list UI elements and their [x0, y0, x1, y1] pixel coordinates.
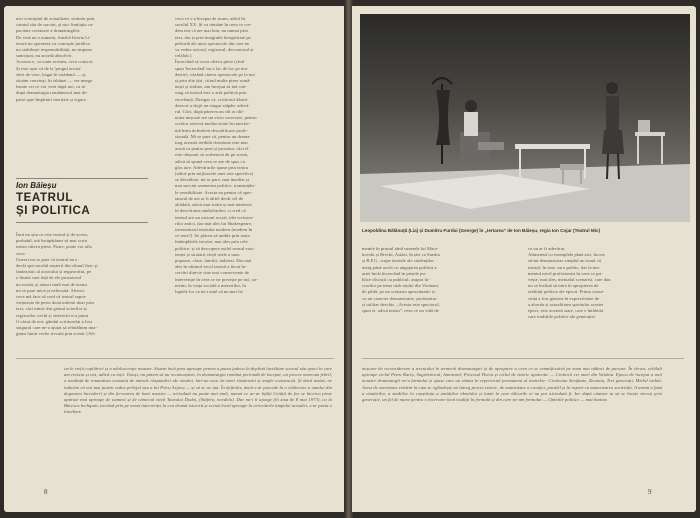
author-name: Ion Băieșu	[16, 181, 57, 190]
text-line: menite în primul rând sunetele lui Maia-	[362, 246, 439, 251]
text-line: pacitate creatoare a dramaturgilor.	[16, 28, 81, 34]
text-line: merg până acolo cu angajarea politică a	[362, 264, 437, 270]
text-line: (adică prin mijloacele unei arte specifice)	[175, 171, 254, 177]
text-line: singurul care ne-a ajutat să reîntâlnim ima-	[16, 325, 98, 331]
text-line: secolul XX. Și va rămâne în ceea ce cre-	[175, 22, 252, 28]
text-line: spun 'încercând' nu o fac de loc pe mo-	[175, 65, 249, 71]
text-line: glas tare. Adevărurile spuse prin teatru	[175, 164, 248, 170]
text-line: deseori a slujit un singur stăpân: adevă-	[175, 102, 250, 108]
text-line: politice, și să descopere astfel sensul exis-	[175, 245, 255, 251]
text-line: tatorul de azi ar fi altfel decât cel de	[175, 195, 244, 201]
text-line: mă întru definitivă descalificare profe-	[175, 127, 248, 133]
text-line: intervenție în ceea ce ne privește pe noi, oa-	[175, 276, 259, 282]
text-line: va vedea actorul, regizorul, decoratorul și	[175, 47, 254, 53]
text-line: altădată, adică mai străin și mai interesat	[175, 202, 252, 208]
article-title	[16, 192, 90, 218]
text-line: turg această teribilă chestiune este mai	[175, 140, 248, 146]
text-line: kovski și Brecht, Astăzi, în țări ca Suedia	[362, 252, 440, 258]
text-line: sională. Mi se pare că, pentru un drama-	[175, 133, 251, 139]
text-line: realități politice ale epocii. Prima conse-	[528, 289, 605, 295]
text-line: Alimentul cu exemplele până aici, încerc	[528, 252, 606, 258]
text-line: destie), văzând câteva spectacole pe la noi	[175, 71, 255, 77]
left-column-top-text	[16, 16, 154, 176]
title-rule-top	[16, 178, 148, 179]
text-line: vește, mai ales, mentalul scenarist, care dau	[528, 277, 611, 283]
text-line: fi văzut de noi: gândul scriitorului a fost	[16, 318, 93, 324]
text-line: popoare, clase, familii, indivizi. Dar mai	[175, 257, 252, 263]
text-line: de pildă, pe un scenariu aproximativ și	[362, 289, 436, 295]
text-line: Uneori mi se pare că teatrul nu e	[16, 256, 78, 262]
text-line: ce nu ar fi adevărat.	[528, 246, 566, 251]
left-page	[4, 6, 346, 512]
text-line: nești și străine, am început să mă con-	[175, 84, 247, 90]
text-line: și utilitar deschis. „Acesta este spectacol,	[362, 301, 440, 307]
text-line: le sensibilitate. Acesta nu pentru că spec-	[175, 189, 253, 195]
text-line: o limită care față de ele prozotorul	[16, 275, 82, 281]
text-line: probabil, mă încăpățânez să mai scriu	[16, 238, 87, 244]
footer-rule-right	[362, 358, 684, 359]
stage-photo	[360, 14, 690, 222]
text-line: epoci, este această stare, care e întâlnită	[528, 308, 604, 314]
text-line: este obișnuit să vorbească de pe scenă,	[175, 152, 248, 158]
text-line: să-mi demonstreaz simplul un ionul că	[528, 258, 601, 264]
article-title-line2: ȘI POLITICA	[16, 205, 91, 217]
text-line: cercări directe cine mai consecvente de	[175, 270, 250, 276]
text-line: ales în ultimul secol teatrul a făcut în-	[175, 264, 247, 270]
text-line: și prin alte țări, citind multe piese româ-	[175, 78, 251, 84]
text-line: adică să spună ceea ce are de spus cu	[175, 158, 245, 164]
text-line: cință a fost găsirea în expresivitate de	[528, 295, 600, 301]
text-line: ca-le vieții copilăriei și a adolescenței noastre. Sistem încă prea aproape pentru a putea judeca în deplină luciditate scurtul său epoci în care am crescut și noi, adică cu toții. Totuși, nu putem să nu recunoaștem, în dramaturgia română perioadă de început, un proces oarecum febril, o tendință de romantism constant de murale răspunderi ale omului, într-un veac de mari răsturnări și ample construcții. Și dacă astăzi, ne indicăm că noi mai putem vedea prilejul sau a lui Petru Arjocu — și să se ne iau. În definitiv, dacă s-ar purcede la o elaborare a omului din dogoarea încrederii și din fervoarea de lumi noastre — niciodată nu poate mai mult, numai ce ne-ar înfăți Cetății de foc se încerca piese apărute mai aproape de oameni și de cântecul vieții Taurului Dodoi, (Stăferu, novdela). Dar nu-i îi ajunge (în ziua de 8 mai 1973), cu la Băcescu închipuit, trecând prin pe urma intervenței la cea dramă istorică și scrisă local aproape în cercetările timpului actualei, s-ar purta o întrebare	[64, 366, 332, 415]
text-line: ving că teatrul este o artă politică prin	[175, 90, 247, 96]
photo-caption: Leopoldina Bălănuță (Lia) și Dumitru Furdui (George) în „Iertarea” de Ion Băieșu, regia Ion Cojar (Teatrul Mic)	[362, 228, 601, 233]
left-footer-italic-text	[64, 366, 332, 444]
text-line: sancțiuni, nu acordă absolviri.	[16, 53, 73, 59]
text-line: însute cei ce vor veni după noi, ca tă	[16, 84, 85, 90]
text-line: ginea lumii veche trecută prin scenă. (Alt-	[16, 331, 96, 337]
text-line: blice discuții cu publicul, asupra lu-	[362, 277, 430, 283]
text-line: tenței și stratarii vieții reale a unor	[175, 251, 240, 257]
text-line: nu stabilește responsabilități, nu impune	[16, 47, 92, 53]
right-column-right-text	[528, 246, 684, 350]
text-line: luptele lor ca nici unul să nu mai fie	[175, 288, 243, 294]
text-line: caintul său de sarcini, și nici limitația ca-	[16, 22, 94, 28]
text-line: decât spectacolul nașterii din chinul fizic și	[16, 263, 98, 269]
text-line: De vină nu e numeni, fiindcă Istoria Li-	[16, 34, 91, 40]
left-column-bottom-text	[16, 232, 154, 350]
text-line: cu un caracter demonstrativ, protestatar	[362, 295, 437, 301]
text-line: rilor antici, dar mai ales lui Shakespeare,	[175, 220, 253, 226]
text-line: menii, în viața socială a meseriilor, în	[175, 282, 246, 288]
text-line: fantezistic al actorului și regizorului, pe	[16, 269, 92, 275]
text-line: inventatorul teatrului modern (modern în	[175, 226, 253, 232]
text-line: nuita mișcare are un viciu corectare, pentru	[175, 115, 257, 121]
text-line: mi se pare mică și nelecuită. Alteori,	[16, 287, 85, 293]
text-line: mentul nivel profesionist în ceea ce pri-	[528, 270, 604, 276]
text-line: peliculă ale unor spectacole din care ne	[175, 40, 250, 46]
text-line: text, dar și prin imaginile înregistrate pe	[175, 34, 251, 40]
text-line: teatrul are un orizont social, idei scrisoro-	[175, 214, 254, 220]
text-line: spun ei, adică teatru”, ceea ce nu vidă de	[362, 308, 439, 314]
text-line: Și este ușor că de la 'progul acesta'	[16, 65, 82, 71]
text-line: artei încât încercând în piețele pu-	[362, 270, 427, 276]
text-line: ce sens?). Se plăcea să umble prin toate	[175, 233, 250, 239]
text-line: a aborda și actualitatea spiritului acestei	[528, 301, 604, 307]
text-line: întâmplările istoriei, mai ales prin cele	[175, 239, 248, 245]
text-line: teatru câteva piese. Poate, poate voi afla	[16, 244, 92, 250]
text-line: sfert de veac, bogat în strădanii — și,	[16, 71, 87, 77]
text-line: dem noi că are mai bun, nu numai prin	[175, 28, 248, 34]
text-line: Încercând să scriu câteva piese (cînd	[175, 59, 245, 65]
text-line: viețuiește de peste două milenii doar prin	[16, 300, 94, 306]
text-line: crurilor pe tema răzb oiului din Vietnam,	[362, 283, 440, 289]
stage-photo-image	[360, 14, 690, 222]
text-line: nu se înclină să intre în apropierea de	[528, 283, 599, 289]
text-line: regizorilor vechi și străvechi n-a putut	[16, 312, 89, 318]
text-line: celălalt.)	[175, 53, 192, 59]
article-title-line1: TEATRUL	[16, 192, 74, 204]
text-line: acută ca pentru poet și prozator, căci el	[175, 146, 249, 152]
title-rule-bottom	[16, 222, 148, 223]
text-line: ceva ce s-a început de acum, adică în	[175, 16, 245, 21]
right-column-left-text	[362, 246, 514, 350]
page-number-left: 8	[44, 488, 48, 496]
text-line: text, căci nimic din geniul actorilor și	[16, 306, 87, 312]
text-line: mișcare de reconsiderare a trecutului în termenii dramaturgici și de apropiere a ceea ce se semnificativă pe zona mai adânci de purtare. În elevat, celălalt aproape ciclul Petru Rareș, Sugrăvitorul, Amotemil, Procesul Horia și ciclul de istorie apoteotic — Croitorii cei mari din Valahia. Epoca de început a noii noastre dramaturgii ne-a formulat și spuse care au rămas în repertoriul permanent al teatrelor: Ciruleanu Strafanie, Zecaniu, Trei generații, Mielul turbat. Acest de asemenea evident în cum se oglindește un întreg proces istoric, de maturizare a creației, paralel și în raport cu maturizarea societății. A urmat o fază a căutărilor, a studiilor în conștiința a unităților idealului și lumii în care tâlcurile ei nu pot niciodată fi. Iar după căutare tu să se învețe treceți prin generație, un fel de nume pentru o încercare încă tradiții în formulă și din care ne-am formulat — Opiniile politice — mai înainte.	[362, 366, 662, 403]
text-line: teatrul, în sine, nu e politic, dar la mo-	[528, 264, 601, 270]
text-line: Încă nu știu ce este teatrul și de aceea,	[16, 232, 89, 237]
text-line: scriitor rezervă mediocritate în transfor-	[175, 121, 251, 127]
text-line: se dezvăluie, mi se pare, mai imediat și	[175, 177, 250, 183]
left-column-right-text	[175, 16, 329, 350]
text-line: parte spre împliniri meritate și sigure.	[16, 96, 88, 102]
text-line: nu există, și atunci mult mai de teatru	[16, 281, 87, 287]
page-number-right: 9	[648, 488, 652, 496]
text-line: ceva.	[16, 250, 26, 256]
right-page	[352, 6, 696, 512]
footer-rule	[16, 358, 334, 359]
text-line: terară nu operează cu concepte juridice,	[16, 40, 91, 46]
text-line: excelență. Desigur că, scriitorul dăruit-	[175, 96, 249, 102]
text-line: Aceasta e, cu toate acestea, ceva concret.	[16, 59, 94, 65]
text-line: care tradițiile politice ale generației	[528, 314, 595, 320]
text-line: ceva mă face să cred că teatrul supra-	[16, 294, 87, 300]
text-line: situăm convinși, în izbânzi — ver merge	[16, 78, 93, 84]
text-line: rul. Căci, după părerea un cât ar obi-	[175, 109, 245, 115]
text-line: în descifrarea simbolurilor; ci cred că	[175, 208, 246, 214]
text-line: și R.F.G., trupe teatrale ale studenților	[362, 258, 434, 264]
right-footer-italic-text	[362, 366, 662, 444]
text-line: nici conceptul de actualitate, străinăr prin	[16, 16, 95, 21]
text-line: după dramaturgia românească mai de-	[16, 90, 88, 96]
text-line: mai succint asemenea politice, transmițân-	[175, 183, 256, 189]
